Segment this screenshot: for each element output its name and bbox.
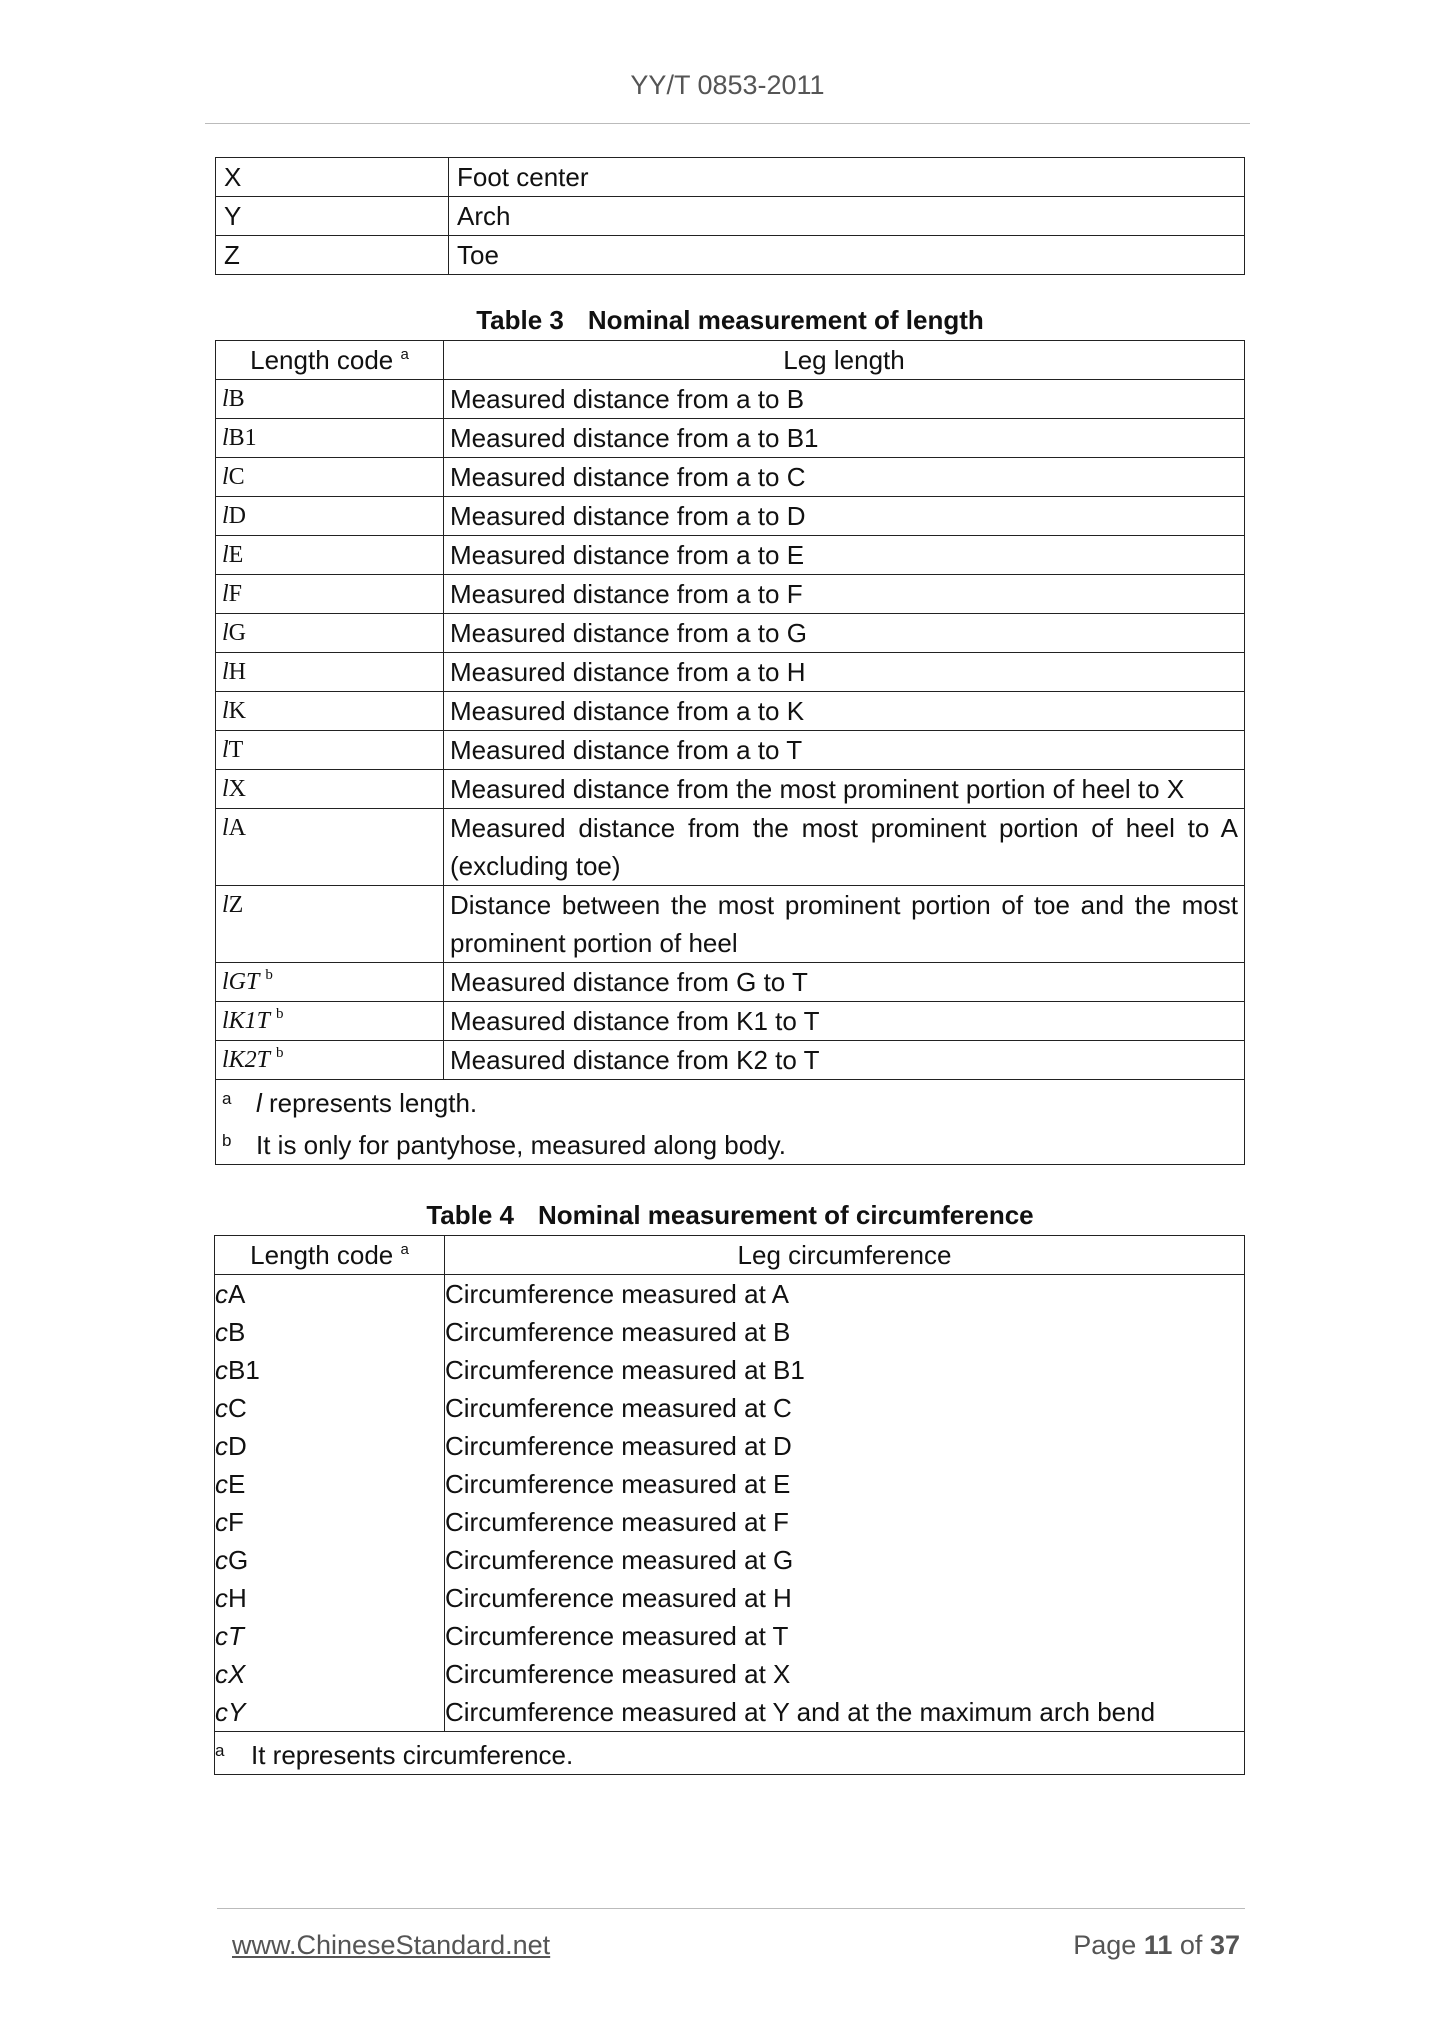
table4-description: Circumference measured at G — [445, 1541, 1245, 1579]
table3-notes — [216, 1080, 1245, 1165]
table4-code-letter: E — [228, 1469, 246, 1499]
table4-length-code — [215, 1313, 445, 1351]
legend-meaning: Toe — [449, 236, 1245, 275]
table3-description: Measured distance from a to K — [444, 692, 1245, 731]
table4-description: Circumference measured at T — [445, 1617, 1245, 1655]
table4-title: Nominal measurement of circumference — [538, 1200, 1034, 1230]
table4-description: Circumference measured at E — [445, 1465, 1245, 1503]
table3-description: Distance between the most prominent portion of toe and the most prominent portion of heel — [444, 886, 1245, 963]
table3-code-letter: B1 — [228, 425, 257, 451]
table4-code-letter: C — [228, 1393, 247, 1423]
table3-length-code — [216, 380, 444, 419]
legend-code: Z — [216, 236, 449, 275]
table4-description: Circumference measured at Y and at the maximum arch bend — [445, 1693, 1245, 1732]
table3-code-letter: K2T — [228, 1047, 271, 1073]
table4-note-text: It represents circumference. — [251, 1740, 574, 1770]
table3-code-letter: T — [228, 737, 244, 763]
table3-row — [216, 886, 1245, 963]
table4-code-prefix: c — [215, 1621, 228, 1651]
table4-row — [215, 1503, 1245, 1541]
table4-description: Circumference measured at A — [445, 1275, 1245, 1314]
table3-description: Measured distance from the most prominent portion of heel to A (excluding toe) — [444, 809, 1245, 886]
table3-code-prefix: l — [222, 1008, 229, 1034]
table4-caption — [215, 1200, 1245, 1231]
table4-code-prefix: c — [215, 1431, 228, 1461]
table3-description: Measured distance from K1 to T — [444, 1002, 1245, 1041]
table4-description: Circumference measured at B — [445, 1313, 1245, 1351]
table4-code-letter: X — [228, 1659, 246, 1689]
table3-code-letter: X — [228, 776, 247, 802]
table3-description: Measured distance from K2 to T — [444, 1041, 1245, 1080]
table4-description: Circumference measured at X — [445, 1655, 1245, 1693]
table3-code-letter: B — [228, 386, 245, 412]
table4-length-code — [215, 1465, 445, 1503]
table4-code-letter: G — [228, 1545, 249, 1575]
table3-code-mark: b — [265, 967, 273, 983]
table3-length-code — [216, 692, 444, 731]
page-indicator — [1073, 1930, 1240, 1961]
page-total: 37 — [1209, 1930, 1240, 1960]
footer-divider — [217, 1908, 1245, 1909]
table3-row — [216, 1041, 1245, 1080]
table3-row — [216, 653, 1245, 692]
table4-code-letter: A — [228, 1279, 246, 1309]
table3-note-mark: b — [222, 1131, 232, 1150]
table3-row — [216, 497, 1245, 536]
table3-code-mark: b — [276, 1045, 284, 1061]
table4-length-code — [215, 1427, 445, 1465]
table3-description: Measured distance from a to F — [444, 575, 1245, 614]
table3-code-prefix: l — [222, 386, 229, 412]
table3-code-letter: Z — [228, 892, 244, 918]
table3-length-code — [216, 731, 444, 770]
table3-row — [216, 809, 1245, 886]
table4-length-code — [215, 1693, 445, 1732]
table3-row — [216, 614, 1245, 653]
table3-code-prefix: l — [222, 464, 229, 490]
table3-code-letter: G — [228, 620, 247, 646]
table3-description: Measured distance from the most prominent portion of heel to X — [444, 770, 1245, 809]
table3-code-prefix: l — [222, 659, 229, 685]
table3-code-prefix: l — [222, 581, 229, 607]
table3-code-letter: F — [228, 581, 243, 607]
table3-length-code — [216, 963, 444, 1002]
table3-caption — [215, 305, 1245, 336]
table3-row — [216, 536, 1245, 575]
table3-code-letter: D — [228, 503, 247, 529]
table3-description: Measured distance from a to H — [444, 653, 1245, 692]
table3-code-letter: A — [228, 815, 247, 841]
table3-code-letter: E — [228, 542, 244, 568]
table3-description: Measured distance from a to E — [444, 536, 1245, 575]
table4-length-code — [215, 1541, 445, 1579]
table3-length-code — [216, 575, 444, 614]
table4-code-prefix: c — [215, 1697, 228, 1727]
table3-title: Nominal measurement of length — [587, 305, 984, 335]
table4-description: Circumference measured at C — [445, 1389, 1245, 1427]
table3-code-prefix: l — [222, 698, 229, 724]
table3-length-code — [216, 497, 444, 536]
table4-code-prefix: c — [215, 1279, 228, 1309]
table3-code-prefix: l — [222, 776, 229, 802]
table3-description: Measured distance from a to T — [444, 731, 1245, 770]
table3-header-row — [216, 341, 1245, 380]
table3-description: Measured distance from G to T — [444, 963, 1245, 1002]
table3-length — [215, 340, 1245, 1165]
legend-table — [215, 157, 1245, 275]
legend-row — [216, 197, 1245, 236]
table4-col1-header: Length code $^a$ — [215, 1236, 445, 1275]
table4-code-letter: B — [228, 1317, 246, 1347]
table3-length-code — [216, 1002, 444, 1041]
page-of: of — [1179, 1930, 1203, 1960]
table4-col2-header: Leg circumference — [445, 1236, 1245, 1275]
table4-circumference — [214, 1235, 1245, 1775]
table3-col1-header: Length code $^a$ — [216, 341, 444, 380]
table3-notes-row — [216, 1080, 1245, 1165]
table3-code-prefix: l — [222, 815, 229, 841]
table3-code-letter: H — [228, 659, 247, 685]
table4-code-prefix: c — [215, 1355, 228, 1385]
table3-description: Measured distance from a to D — [444, 497, 1245, 536]
table4-code-prefix: c — [215, 1659, 228, 1689]
table4-length-code — [215, 1579, 445, 1617]
table3-code-letter: GT — [228, 969, 260, 995]
legend-meaning: Foot center — [449, 158, 1245, 197]
table3-length-code — [216, 886, 444, 963]
table4-row — [215, 1655, 1245, 1693]
table4-code-letter: D — [228, 1431, 247, 1461]
table4-row — [215, 1275, 1245, 1314]
table4-code-prefix: c — [215, 1583, 228, 1613]
table4-row — [215, 1389, 1245, 1427]
legend-code: X — [216, 158, 449, 197]
table3-row — [216, 692, 1245, 731]
table3-length-code — [216, 458, 444, 497]
table4-description: Circumference measured at F — [445, 1503, 1245, 1541]
table3-code-letter: K — [228, 698, 247, 724]
table4-code-letter: B1 — [228, 1355, 260, 1385]
table3-row — [216, 380, 1245, 419]
table3-code-prefix: l — [222, 892, 229, 918]
document-id-header: YY/T 0853-2011 — [630, 70, 825, 100]
table3-length-code — [216, 653, 444, 692]
table3-code-prefix: l — [222, 737, 229, 763]
table4-header-row — [215, 1236, 1245, 1275]
table4-code-prefix: c — [215, 1469, 228, 1499]
table4-note — [215, 1732, 1245, 1775]
table4-row — [215, 1541, 1245, 1579]
legend-row — [216, 236, 1245, 275]
table3-code-mark: b — [276, 1006, 284, 1022]
table4-row — [215, 1313, 1245, 1351]
table3-code-letter: K1T — [228, 1008, 271, 1034]
table3-description: Measured distance from a to C — [444, 458, 1245, 497]
table3-code-prefix: l — [222, 542, 229, 568]
table3-description: Measured distance from a to B1 — [444, 419, 1245, 458]
table3-length-code — [216, 809, 444, 886]
table3-length-code — [216, 614, 444, 653]
table3-row — [216, 731, 1245, 770]
table4-row — [215, 1617, 1245, 1655]
table3-note-text: represents length. — [261, 1088, 478, 1118]
table4-row — [215, 1579, 1245, 1617]
table4-code-prefix: c — [215, 1507, 228, 1537]
table4-note-mark: a — [215, 1741, 225, 1760]
table3-code-prefix: l — [222, 1047, 229, 1073]
table3-note — [222, 1122, 1238, 1164]
table3-code-prefix: l — [222, 425, 229, 451]
table4-number: Table 4 — [426, 1200, 515, 1230]
table3-note — [222, 1080, 1238, 1122]
page-label: Page — [1073, 1930, 1137, 1960]
header-divider — [205, 123, 1250, 124]
table3-code-prefix: l — [222, 620, 229, 646]
table3-length-code — [216, 1041, 444, 1080]
table3-row — [216, 419, 1245, 458]
page-current: 11 — [1143, 1930, 1173, 1960]
table4-code-letter: F — [228, 1507, 244, 1537]
table4-description: Circumference measured at D — [445, 1427, 1245, 1465]
table3-row — [216, 770, 1245, 809]
table4-length-code — [215, 1655, 445, 1693]
table3-number: Table 3 — [476, 305, 564, 335]
table4-note-row — [215, 1732, 1245, 1775]
table4-row — [215, 1351, 1245, 1389]
table4-length-code — [215, 1503, 445, 1541]
table3-note-mark: a — [222, 1089, 232, 1108]
table3-code-prefix: l — [222, 969, 229, 995]
table3-row — [216, 1002, 1245, 1041]
table3-code-prefix: l — [222, 503, 229, 529]
table4-description: Circumference measured at H — [445, 1579, 1245, 1617]
table3-length-code — [216, 419, 444, 458]
table3-note-text: It is only for pantyhose, measured along body. — [256, 1130, 786, 1160]
table4-code-prefix: c — [215, 1545, 228, 1575]
table3-description: Measured distance from a to B — [444, 380, 1245, 419]
table3-length-code — [216, 770, 444, 809]
table4-code-prefix: c — [215, 1317, 228, 1347]
table3-code-letter: C — [228, 464, 245, 490]
table4-row — [215, 1427, 1245, 1465]
table4-row — [215, 1693, 1245, 1732]
table4-row — [215, 1465, 1245, 1503]
table3-length-code — [216, 536, 444, 575]
table4-code-prefix: c — [215, 1393, 228, 1423]
table4-code-letter: Y — [228, 1697, 246, 1727]
table4-length-code — [215, 1275, 445, 1314]
table4-description: Circumference measured at B1 — [445, 1351, 1245, 1389]
legend-row — [216, 158, 1245, 197]
table4-code-letter: H — [228, 1583, 247, 1613]
table3-row — [216, 458, 1245, 497]
table3-col2-header: Leg length — [444, 341, 1245, 380]
table4-length-code — [215, 1617, 445, 1655]
legend-meaning: Arch — [449, 197, 1245, 236]
table3-note-symbol: l — [256, 1088, 262, 1118]
table3-row — [216, 963, 1245, 1002]
table3-row — [216, 575, 1245, 614]
table4-length-code — [215, 1389, 445, 1427]
table3-description: Measured distance from a to G — [444, 614, 1245, 653]
table4-code-letter: T — [228, 1621, 244, 1651]
table4-length-code — [215, 1351, 445, 1389]
legend-code: Y — [216, 197, 449, 236]
website-link[interactable]: www.ChineseStandard.net — [232, 1930, 551, 1960]
